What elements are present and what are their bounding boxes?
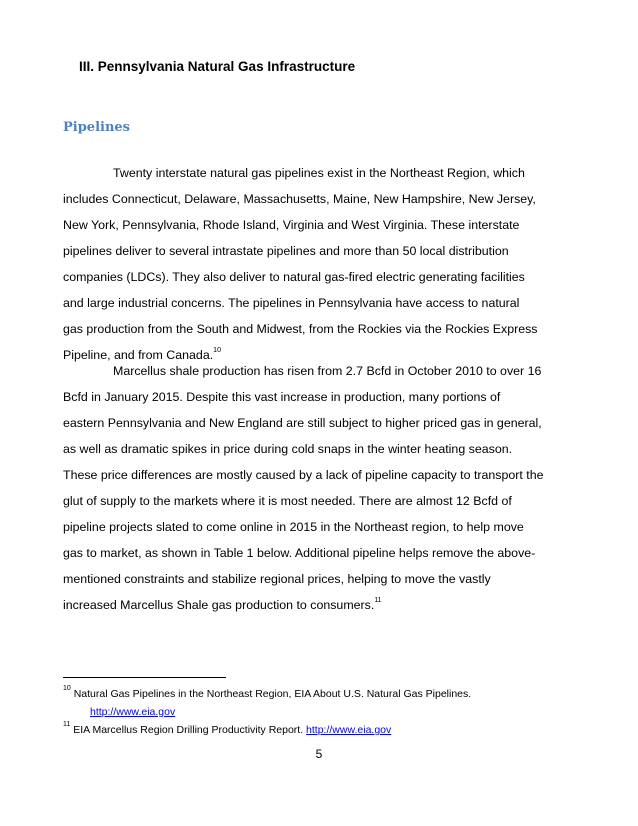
paragraph-line: These price differences are mostly caused by a lack of pipeline capacity to transport the	[63, 468, 544, 482]
paragraph-line: New York, Pennsylvania, Rhode Island, Virginia and West Virginia. These interstate	[63, 218, 520, 232]
paragraph-line: as well as dramatic spikes in price during cold snaps in the winter heating season.	[63, 442, 513, 456]
subheading-pipelines: Pipelines	[63, 120, 130, 135]
paragraph-line: gas production from the South and Midwest, from the Rockies via the Rockies Express	[63, 322, 538, 336]
paragraph-1	[63, 160, 563, 368]
paragraph-line: eastern Pennsylvania and New England are still subject to higher priced gas in general,	[63, 416, 542, 430]
paragraph-line: and large industrial concerns. The pipelines in Pennsylvania have access to natural	[63, 296, 520, 310]
section-title: III. Pennsylvania Natural Gas Infrastructure	[79, 59, 356, 74]
footnote-link[interactable]: http://www.eia.gov	[306, 724, 392, 736]
paragraph-line: Marcellus shale production has risen from 2.7 Bcfd in October 2010 to over 16	[113, 364, 542, 378]
footnote-10-link-line	[63, 703, 583, 721]
paragraph-line: includes Connecticut, Delaware, Massachusetts, Maine, New Hampshire, New Jersey,	[63, 192, 536, 206]
paragraph-line: pipelines deliver to several intrastate pipelines and more than 50 local distribution	[63, 244, 509, 258]
page-number: 5	[315, 747, 323, 761]
footnote-ref-10[interactable]: 10	[213, 346, 221, 354]
footnote-11	[63, 721, 583, 739]
paragraph-line: mentioned constraints and stabilize regional prices, helping to move the vastly	[63, 572, 491, 586]
paragraph-line: Twenty interstate natural gas pipelines exist in the Northeast Region, which	[113, 166, 525, 180]
paragraph-2	[63, 358, 563, 618]
footnote-separator	[63, 677, 226, 678]
footnote-text: EIA Marcellus Region Drilling Productivity Report.	[73, 724, 307, 736]
paragraph-line: glut of supply to the markets where it is most needed. There are almost 12 Bcfd of	[63, 494, 512, 508]
paragraph-line-last	[63, 592, 563, 618]
paragraph-line: companies (LDCs). They also deliver to natural gas-fired electric generating facilities	[63, 270, 525, 284]
footnote-link[interactable]: http://www.eia.gov	[90, 706, 176, 718]
footnote-ref-11[interactable]: 11	[374, 596, 382, 604]
footnote-number: 10	[63, 684, 71, 692]
paragraph-line: gas to market, as shown in Table 1 below. Additional pipeline helps remove the above-	[63, 546, 536, 560]
paragraph-line-text: Pipeline, and from Canada.	[63, 348, 214, 362]
footnote-number: 11	[63, 720, 71, 728]
footnote-text: Natural Gas Pipelines in the Northeast Region, EIA About U.S. Natural Gas Pipelines.	[73, 688, 472, 700]
footnote-10	[63, 685, 583, 703]
footnotes	[63, 685, 583, 739]
paragraph-line-text: increased Marcellus Shale gas production to consumers.	[63, 598, 375, 612]
paragraph-line: Bcfd in January 2015. Despite this vast increase in production, many portions of	[63, 390, 501, 404]
paragraph-line: pipeline projects slated to come online in 2015 in the Northeast region, to help move	[63, 520, 524, 534]
